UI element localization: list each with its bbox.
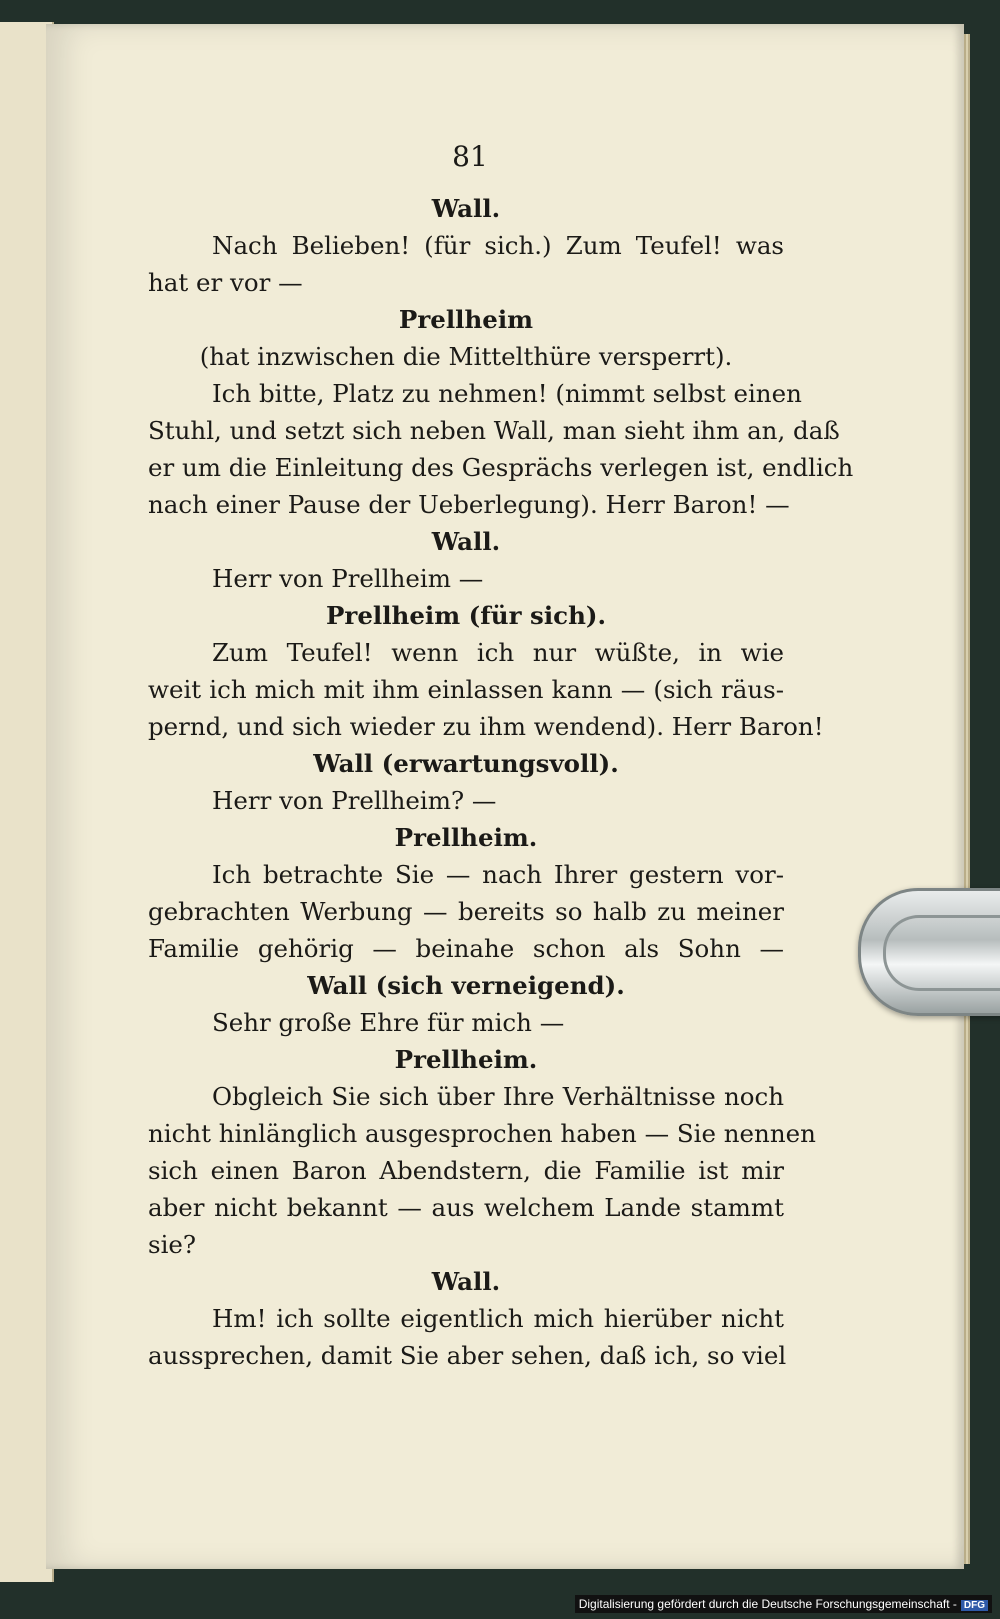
page-clip-inner	[883, 915, 1000, 991]
speaker-heading: Prellheim.	[394, 1045, 538, 1074]
text-line: Zum Teufel! wenn ich nur wüßte, in wie	[212, 638, 784, 667]
text-line: Stuhl, und setzt sich neben Wall, man sieht ihm an, daß	[148, 416, 840, 445]
text-line: Sehr große Ehre für mich —	[212, 1008, 565, 1037]
text-line: weit ich mich mit ihm einlassen kann — (sich räus-	[148, 675, 784, 704]
speaker-heading: Wall.	[431, 527, 501, 556]
page-number: 81	[452, 140, 488, 173]
text-line: Ich betrachte Sie — nach Ihrer gestern vor-	[212, 860, 784, 889]
speaker-heading: Prellheim.	[394, 823, 538, 852]
text-line: aber nicht bekannt — aus welchem Lande stammt	[148, 1193, 784, 1222]
text-line: Nach Belieben! (für sich.) Zum Teufel! was	[212, 231, 784, 260]
text-line: pernd, und sich wieder zu ihm wendend). Herr Baron!	[148, 712, 824, 741]
text-line: sich einen Baron Abendstern, die Familie ist mir	[148, 1156, 784, 1185]
speaker-heading: Wall (erwartungsvoll).	[313, 749, 619, 778]
dfg-logo: DFG	[961, 1600, 988, 1611]
text-line: Hm! ich sollte eigentlich mich hierüber nicht	[212, 1304, 784, 1333]
speaker-heading: Wall.	[431, 1267, 501, 1296]
text-line: gebrachten Werbung — bereits so halb zu meiner	[148, 897, 784, 926]
text-line: Obgleich Sie sich über Ihre Verhältnisse noch	[212, 1082, 784, 1111]
page-text	[148, 190, 854, 1374]
text-line: hat er vor —	[148, 268, 303, 297]
text-line: Herr von Prellheim? —	[212, 786, 497, 815]
text-line: nicht hinlänglich ausgesprochen haben — Sie nennen	[148, 1119, 816, 1148]
credit-text: Digitalisierung gefördert durch die Deutsche Forschungsgemeinschaft -	[578, 1597, 957, 1611]
text-line: er um die Einleitung des Gesprächs verlegen ist, endlich	[148, 453, 854, 482]
text-line: Herr von Prellheim —	[212, 564, 484, 593]
text-line: sie?	[148, 1230, 197, 1259]
digitization-credit	[575, 1595, 992, 1613]
text-line: Ich bitte, Platz zu nehmen! (nimmt selbst einen	[212, 379, 802, 408]
speaker-heading: Wall (sich verneigend).	[307, 971, 625, 1000]
text-line: Familie gehörig — beinahe schon als Sohn —	[148, 934, 784, 963]
page-clip	[858, 888, 1000, 1016]
stage-direction: (hat inzwischen die Mittelthüre versperrt).	[199, 342, 733, 371]
speaker-heading: Wall.	[431, 194, 501, 223]
speaker-heading: Prellheim	[398, 305, 534, 334]
speaker-heading: Prellheim (für sich).	[325, 601, 607, 630]
text-line: nach einer Pause der Ueberlegung). Herr Baron! —	[148, 490, 790, 519]
text-line: aussprechen, damit Sie aber sehen, daß ich, so viel	[148, 1341, 787, 1370]
